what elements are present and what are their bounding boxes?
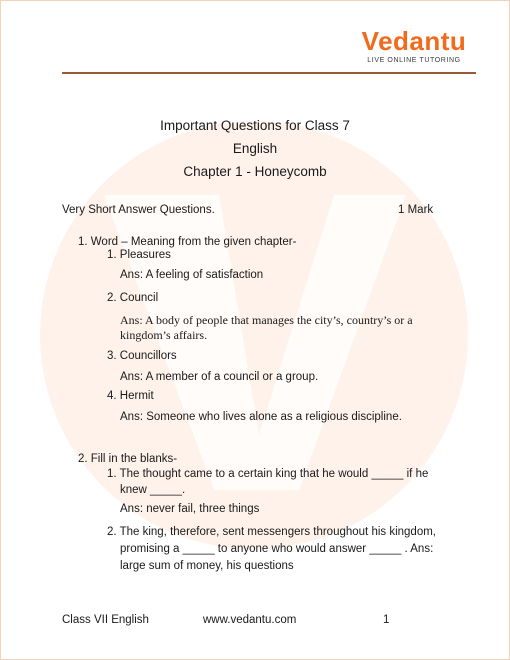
doc-chapter: Chapter 1 - Honeycomb bbox=[183, 164, 327, 179]
page-number: 1 bbox=[383, 614, 390, 626]
q2-item-answer: large sum of money, his questions bbox=[120, 560, 294, 572]
logo-wordmark: Vedantu bbox=[361, 26, 467, 56]
q1-item-answer: Ans: A body of people that manages the city’s, country’s or a bbox=[120, 313, 413, 327]
q2-item-line: promising a _____ to anyone who would answer _____ . Ans: bbox=[120, 543, 434, 555]
vedantu-logo[interactable] bbox=[354, 26, 474, 66]
q1-item-term: 4. Hermit bbox=[107, 390, 154, 402]
q1-item-term: 2. Council bbox=[107, 292, 159, 304]
q2-item-line: knew _____. bbox=[120, 484, 186, 496]
question-2: 2. Fill in the blanks- bbox=[78, 453, 178, 465]
q2-item-line: 2. The king, therefore, sent messengers throughout his kingdom, bbox=[107, 526, 437, 538]
section-heading: Very Short Answer Questions. bbox=[62, 204, 215, 216]
q1-item-answer: Ans: A member of a council or a group. bbox=[120, 371, 319, 383]
q1-item-answer-cont: kingdom’s affairs. bbox=[120, 328, 208, 342]
q2-item-answer: Ans: never fail, three things bbox=[120, 503, 260, 515]
doc-subject: English bbox=[232, 141, 278, 156]
q1-item-term: 1. Pleasures bbox=[107, 249, 171, 261]
footer-class: Class VII English bbox=[62, 614, 149, 626]
logo-tagline: LIVE ONLINE TUTORING bbox=[367, 57, 461, 64]
q1-item-answer: Ans: Someone who lives alone as a religious discipline. bbox=[120, 411, 402, 423]
q1-item-term: 3. Councillors bbox=[107, 350, 177, 362]
section-marks: 1 Mark bbox=[398, 204, 434, 216]
q1-item-answer: Ans: A feeling of satisfaction bbox=[120, 269, 264, 281]
footer-website-link[interactable]: www.vedantu.com bbox=[203, 614, 297, 626]
question-1: 1. Word – Meaning from the given chapter- bbox=[78, 236, 297, 248]
doc-title: Important Questions for Class 7 bbox=[160, 118, 350, 133]
header-divider bbox=[62, 72, 476, 74]
q2-item-line: 1. The thought came to a certain king that he would _____ if he bbox=[107, 468, 429, 480]
